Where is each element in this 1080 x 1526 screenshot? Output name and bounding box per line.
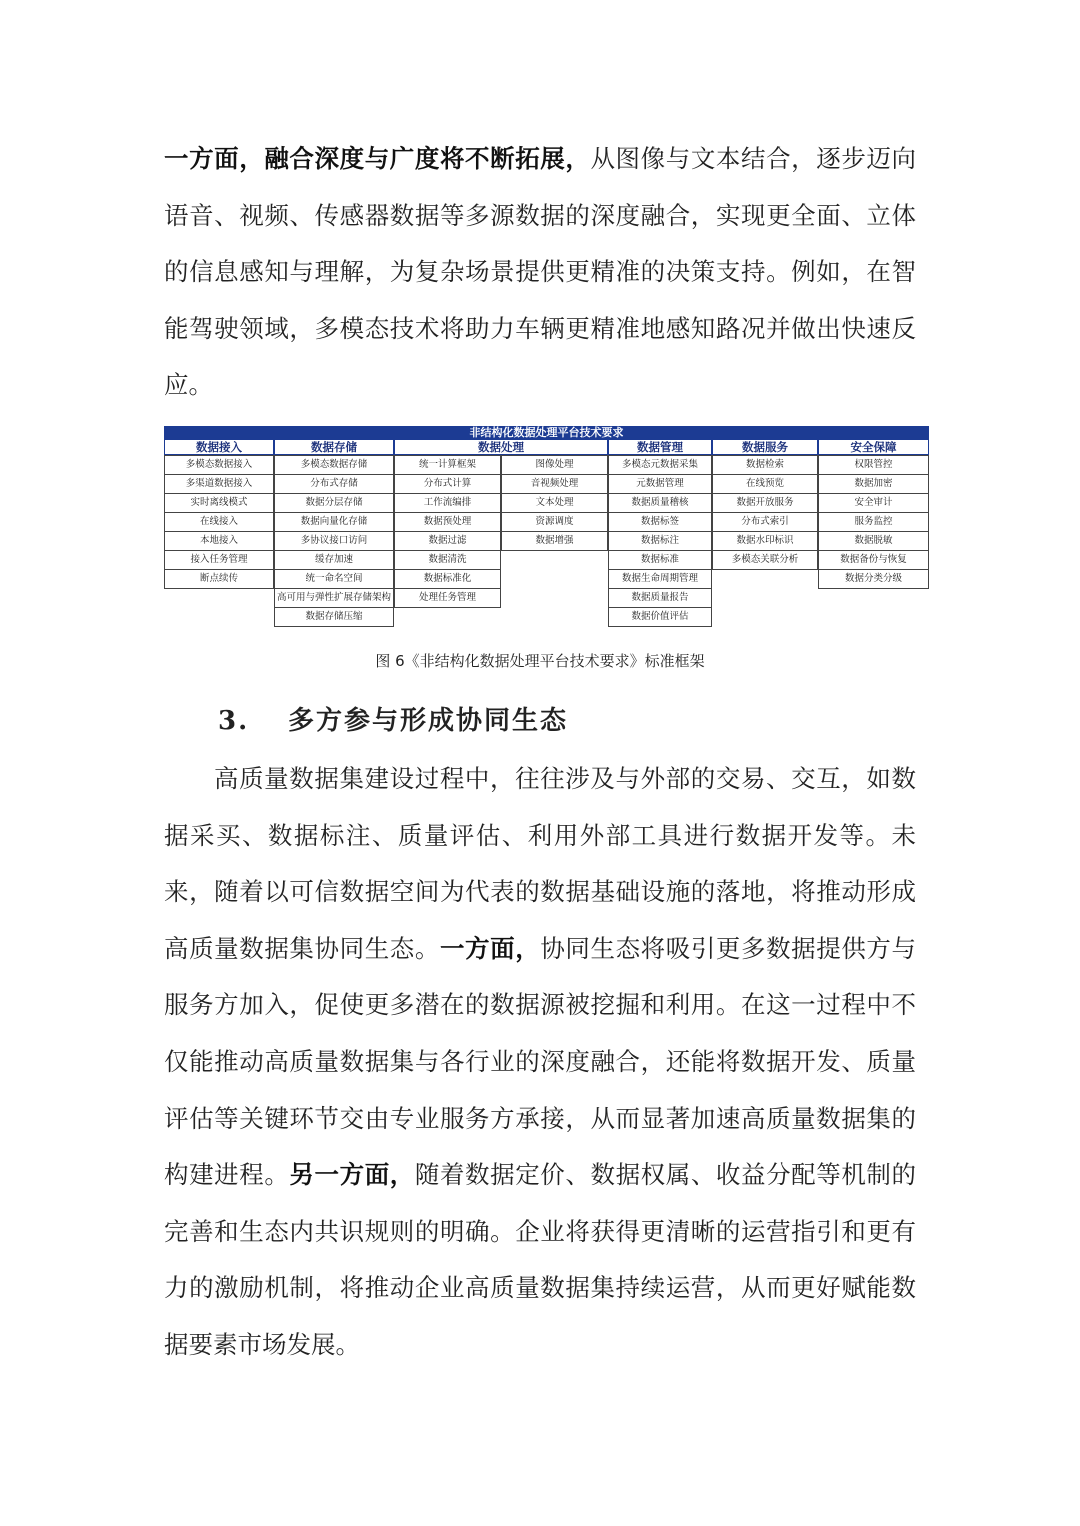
section-heading [218,700,568,737]
paragraph-lead: 一方面， [439,933,541,963]
framework-item: 多模态元数据采集 [608,455,712,475]
figure-title: 非结构化数据处理平台技术要求 [164,426,929,440]
column-data-service [712,440,818,570]
framework-item: 数据向量化存储 [274,513,394,532]
framework-item: 本地接入 [164,532,274,551]
framework-item: 数据检索 [712,455,818,475]
paragraph-text: 从图像与文本结合，逐步迈向语音、视频、传感器数据等多源数据的深度融合，实现更全面、立体的信息感知与理解，为复杂场景提供更精准的决策支持。例如，在智能驾驶领域，多模态技术将助力车辆更精准地感知路况并做出快速反应。 [164,144,917,400]
paragraph-text: 协同生态将吸引更多数据提供方与服务方加入，促使更多潜在的数据源被挖掘和利用。在这一过程中不仅能推动高质量数据集与各行业的深度融合，还能将数据开发、质量评估等关键环节交由专业服务方承接，从而显著加速高质量数据集的构建进程。 [164,933,917,1190]
framework-item: 在线接入 [164,513,274,532]
framework-item: 数据分类分级 [818,570,929,589]
framework-item: 数据标注 [608,532,712,551]
figure-caption: 图 6《非结构化数据处理平台技术要求》标准框架 [375,652,705,670]
framework-item: 分布式计算 [394,475,501,494]
framework-item: 音视频处理 [501,475,608,494]
framework-item: 图像处理 [501,455,608,475]
framework-item: 数据备份与恢复 [818,551,929,570]
framework-item: 数据增强 [501,532,608,551]
framework-item: 多渠道数据接入 [164,475,274,494]
column-items-right [501,455,608,608]
framework-item: 数据脱敏 [818,532,929,551]
framework-item: 数据价值评估 [608,608,712,627]
framework-item: 断点续传 [164,570,274,589]
framework-item: 多模态关联分析 [712,551,818,570]
framework-item: 统一计算框架 [394,455,501,475]
column-header: 安全保障 [818,440,929,455]
framework-item: 缓存加速 [274,551,394,570]
framework-item: 资源调度 [501,513,608,532]
framework-item: 数据标准化 [394,570,501,589]
column-items [608,455,712,627]
framework-item: 数据质量报告 [608,589,712,608]
framework-item: 多模态数据存储 [274,455,394,475]
column-header: 数据接入 [164,440,274,455]
framework-item: 数据开放服务 [712,494,818,513]
framework-item: 数据分层存储 [274,494,394,513]
column-header: 数据服务 [712,440,818,455]
paragraph-text: 随着数据定价、数据权属、收益分配等机制的完善和生态内共识规则的明确。企业将获得更清晰的运营指引和更有力的激励机制，将推动企业高质量数据集持续运营，从而更好赋能数据要素市场发展。 [164,1160,917,1359]
framework-item: 数据预处理 [394,513,501,532]
framework-item: 多协议接口访问 [274,532,394,551]
paragraph-collaborative-ecosystem [164,751,916,1374]
framework-item: 多模态数据接入 [164,455,274,475]
framework-item: 数据加密 [818,475,929,494]
framework-item: 安全审计 [818,494,929,513]
framework-item: 权限管控 [818,455,929,475]
column-items-left [394,455,501,608]
column-items [274,455,394,627]
framework-item: 数据存储压缩 [274,608,394,627]
framework-item: 分布式索引 [712,513,818,532]
column-header: 数据处理 [394,440,608,455]
framework-item: 数据清洗 [394,551,501,570]
framework-item: 服务监控 [818,513,929,532]
column-items [712,455,818,570]
column-items [164,455,274,589]
framework-item: 元数据管理 [608,475,712,494]
framework-item: 在线预览 [712,475,818,494]
framework-item: 分布式存储 [274,475,394,494]
paragraph-multimodal-fusion [164,131,916,414]
column-data-processing [394,440,608,608]
framework-item: 统一命名空间 [274,570,394,589]
section-number: 3. [218,706,250,736]
framework-item: 数据过滤 [394,532,501,551]
framework-item: 实时离线模式 [164,494,274,513]
column-header: 数据存储 [274,440,394,455]
framework-item: 数据水印标识 [712,532,818,551]
column-header: 数据管理 [608,440,712,455]
column-data-management [608,440,712,627]
framework-item: 数据标签 [608,513,712,532]
framework-item: 文本处理 [501,494,608,513]
paragraph-lead: 另一方面， [289,1160,415,1190]
paragraph-lead: 一方面，融合深度与广度将不断拓展， [164,144,591,173]
framework-item: 处理任务管理 [394,589,501,608]
framework-item: 高可用与弹性扩展存储架构 [274,589,394,608]
framework-item: 数据标准 [608,551,712,570]
column-items [818,455,929,589]
paragraph-text: 高质量数据集建设过程中，往往涉及与外部的交易、交互，如数据采买、数据标注、质量评估、利用外部工具进行数据开发等。未来，随着以可信数据空间为代表的数据基础设施的落地，将推动形成高质量数据集协同生态。 [164,764,916,963]
framework-item: 数据质量稽核 [608,494,712,513]
column-security [818,440,929,589]
framework-figure [164,426,929,626]
column-data-access [164,440,274,589]
framework-item: 接入任务管理 [164,551,274,570]
section-title: 多方参与形成协同生态 [288,706,569,736]
column-data-storage [274,440,394,627]
framework-item: 数据生命周期管理 [608,570,712,589]
framework-item: 工作流编排 [394,494,501,513]
